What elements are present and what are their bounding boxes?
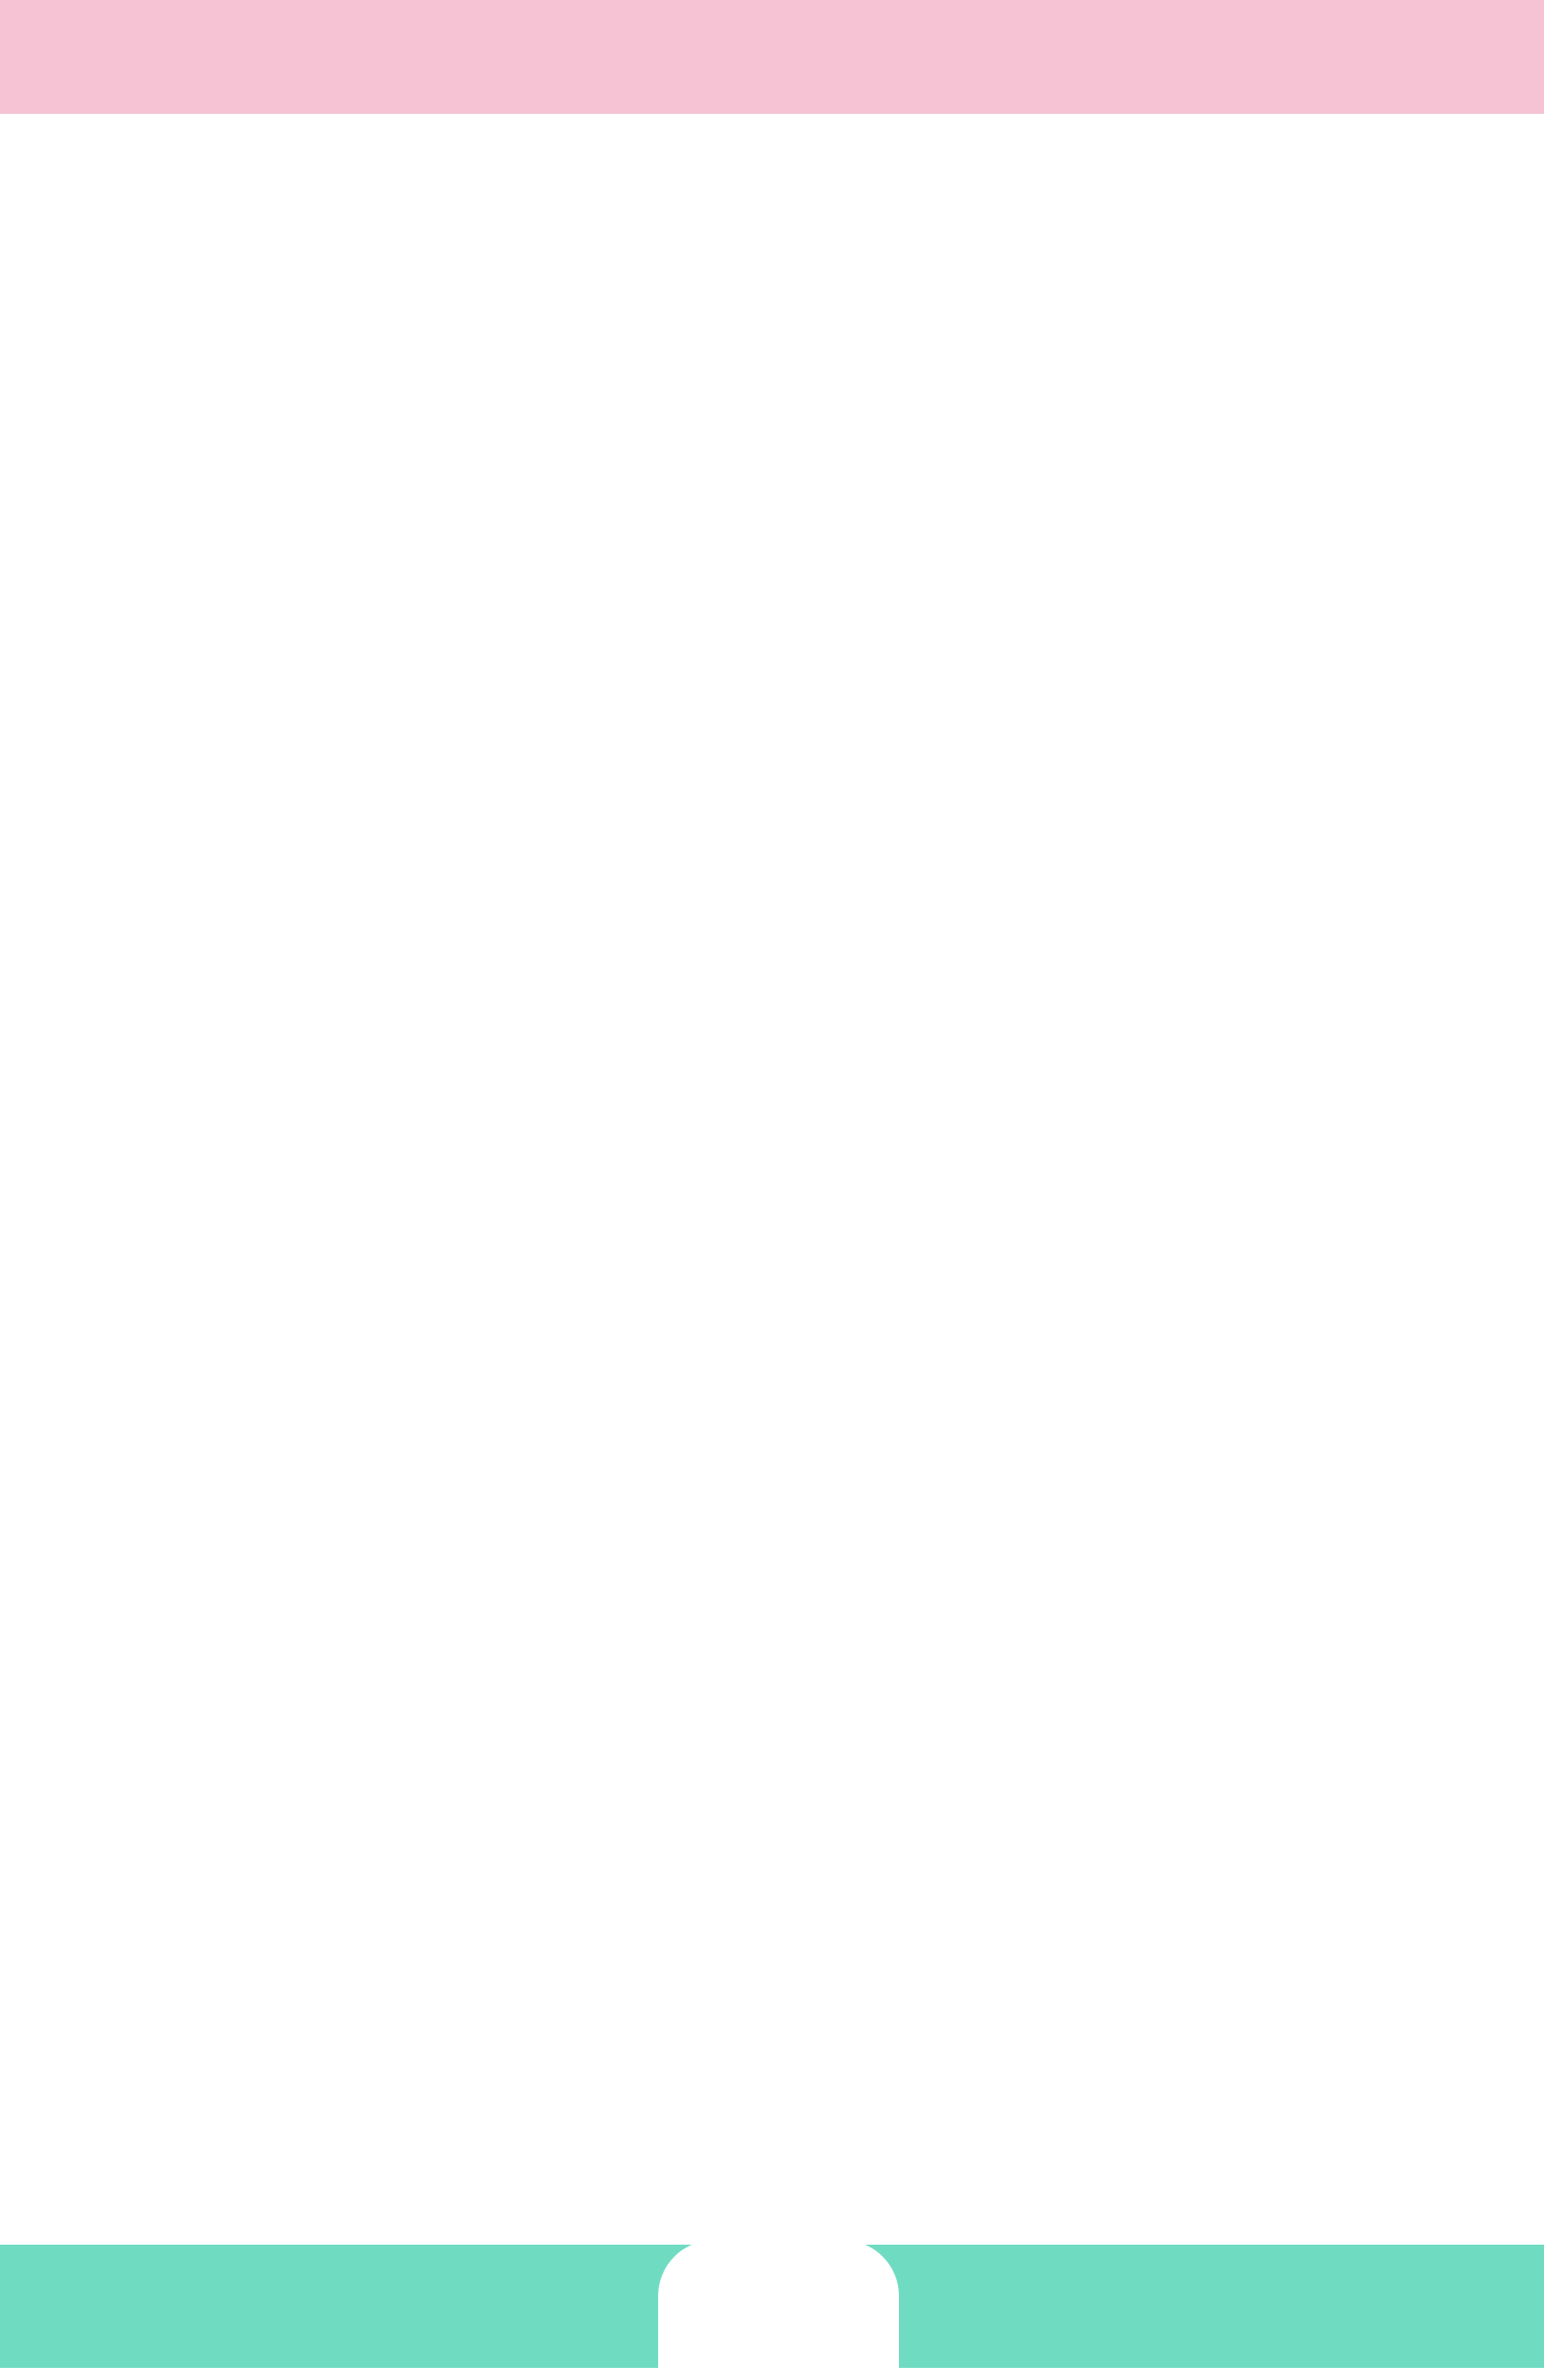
- embroidery-pattern: [0, 0, 1544, 114]
- page-number-tab: [658, 2240, 899, 2380]
- top-decorative-band: [0, 0, 1544, 114]
- page-content: [166, 161, 1378, 261]
